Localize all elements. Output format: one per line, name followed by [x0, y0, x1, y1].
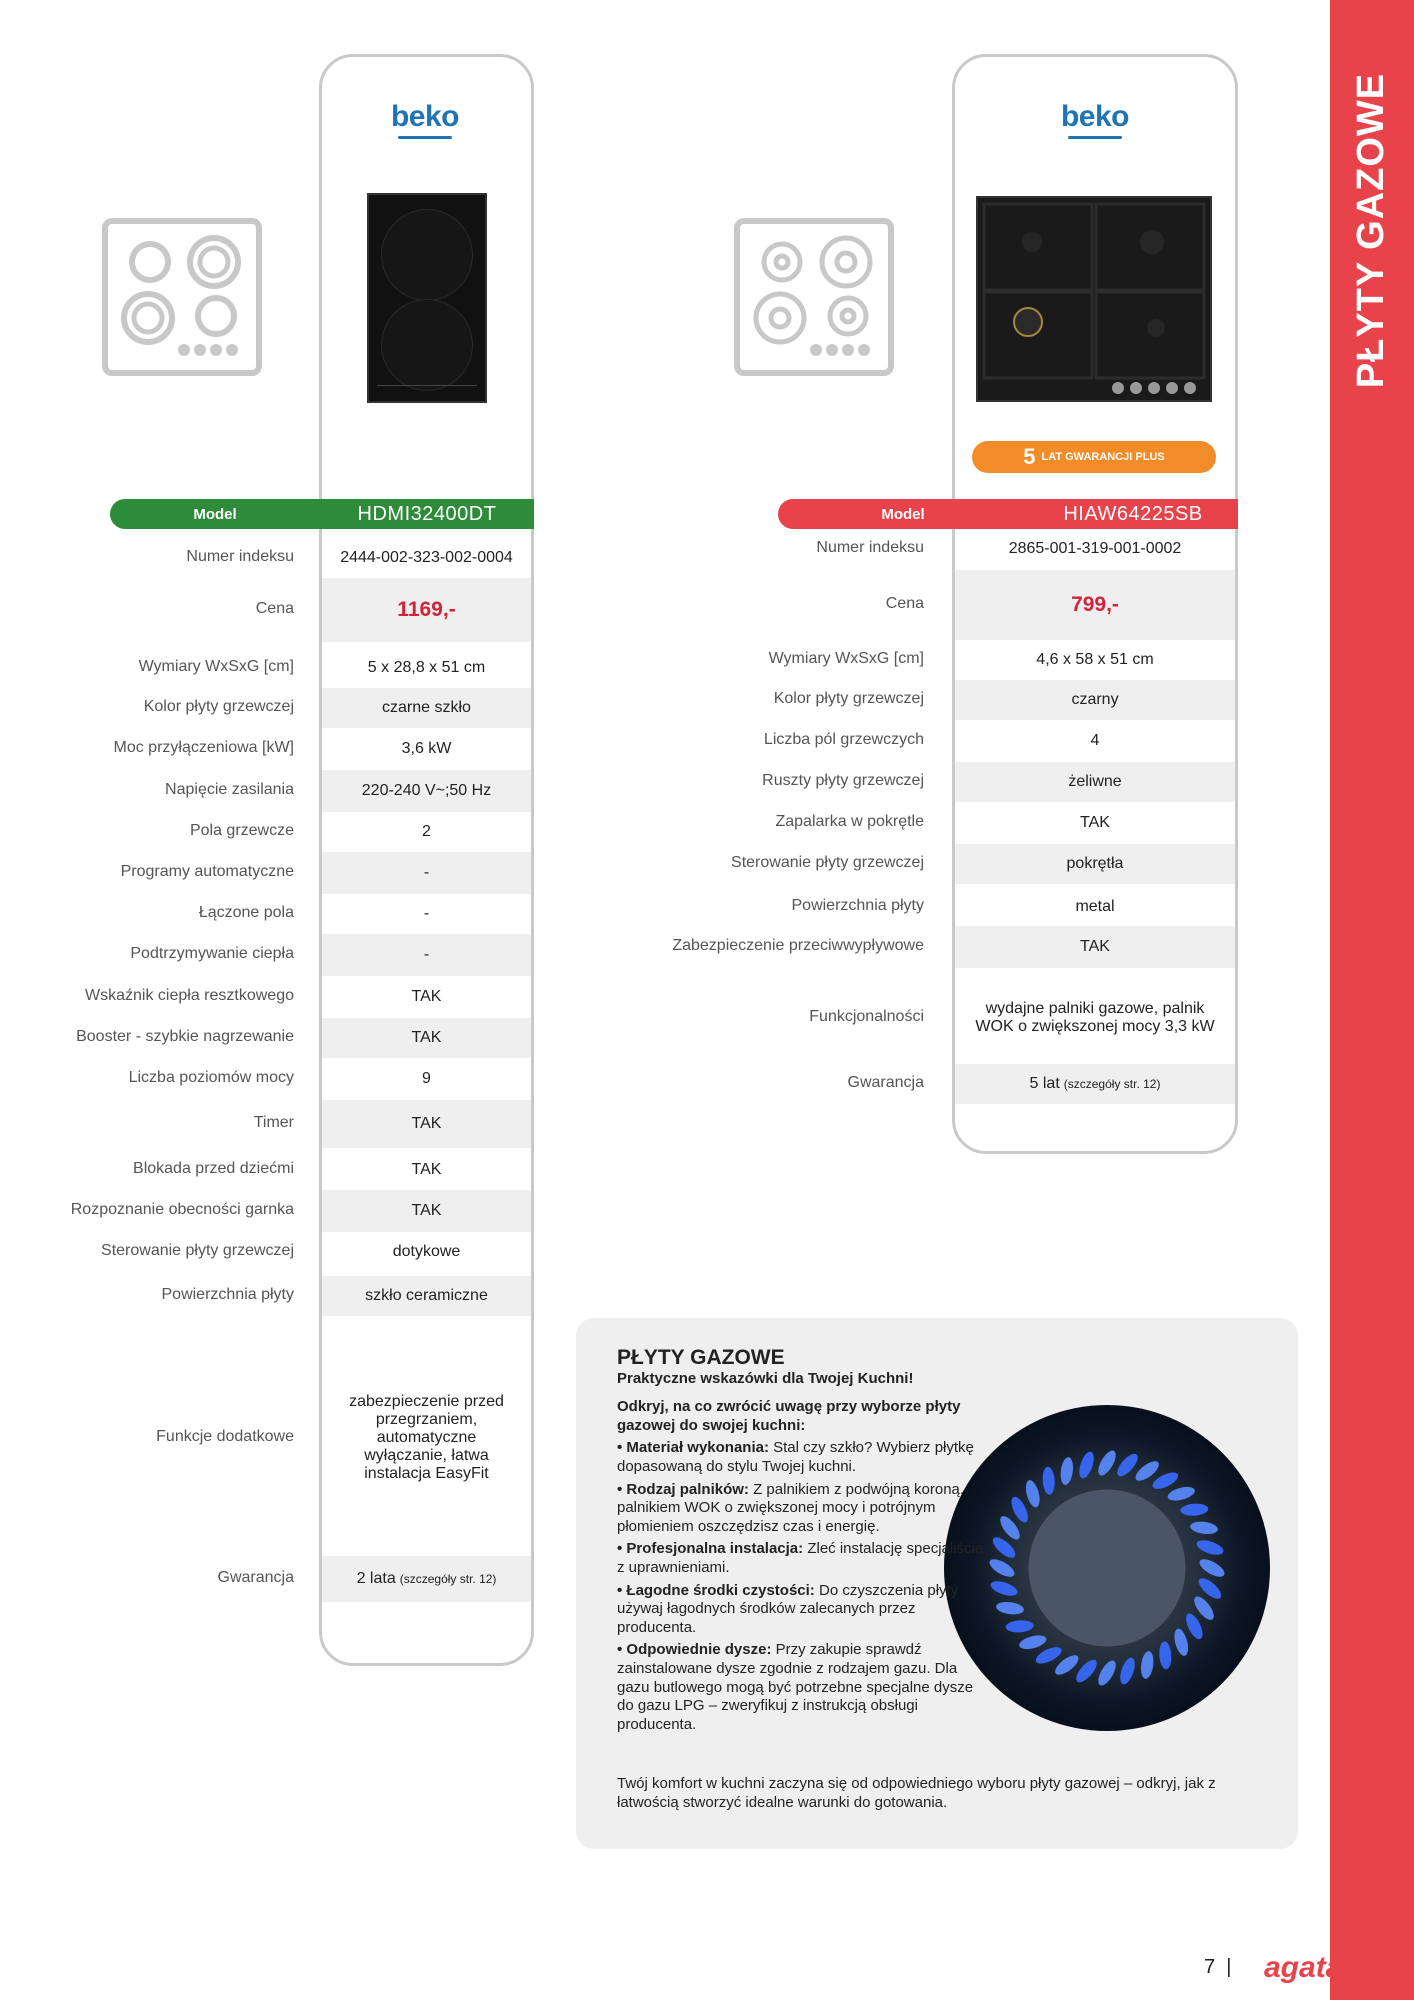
spec-label: Cena	[255, 600, 294, 617]
tips-text: PŁYTY GAZOWE Praktyczne wskazówki dla Twojej Kuchni! Odkryj, na co zwrócić uwagę przy wyborze płyty gazowej do swojej kuchni: • Materiał wykonania: Stal czy szkło? Wybierz płytkę dopasowaną do stylu Twojej kuchni. • Rodzaj palników: Z palnikiem z podwójną koroną, palnikiem WOK o zwiększonej mocy i potrójnym płomieniem oszczędzisz czas i energię. • Profesjonalna instalacja: Zleć instalację specjaliście z uprawnieniami. • Łagodne środki czystości: Do czyszczenia płyty używaj łagodnych środków zalecanych przez producenta. • Odpowiednie dysze: Przy zakupie sprawdź zainstalowane dysze zgodnie z rodzajem gazu. Dla gazu butlowego mogą być potrzebne specjalne dysze do gazu LPG – zweryfikuj z instrukcją obsługi producenta.	[617, 1349, 987, 1738]
spec-value: TAK	[411, 1161, 442, 1178]
spec-label: Booster - szybkie nagrzewanie	[76, 1028, 294, 1045]
spec-label: Powierzchnia płyty	[791, 897, 924, 914]
spec-label: Łączone pola	[198, 904, 294, 921]
spec-label: Powierzchnia płyty	[161, 1286, 294, 1303]
spec-value: TAK	[411, 988, 442, 1005]
spec-value: -	[322, 934, 531, 976]
spec-value: 220-240 V~;50 Hz	[322, 770, 531, 812]
spec-label: Blokada przed dziećmi	[133, 1160, 294, 1177]
section-title: PŁYTY GAZOWE	[1350, 72, 1393, 388]
spec-label: Liczba pól grzewczych	[763, 731, 924, 748]
spec-value: 2	[422, 823, 431, 840]
warranty-badge: 5 LAT GWARANCJI PLUS	[972, 441, 1216, 473]
spec-label: Funkcjonalności	[809, 1008, 924, 1025]
spec-value: 9	[422, 1070, 431, 1087]
spec-label: Wymiary WxSxG [cm]	[138, 658, 294, 675]
spec-value: 5 lat (szczegóły str. 12)	[955, 1064, 1235, 1104]
spec-label: Gwarancja	[217, 1569, 294, 1586]
tip-item: • Profesjonalna instalacja: Zleć instalację specjaliście z uprawnieniami.	[617, 1540, 984, 1576]
spec-value: -	[322, 852, 531, 894]
spec-value: 2 lata (szczegóły str. 12)	[322, 1556, 531, 1602]
spec-value: 2865-001-319-001-0002	[1008, 540, 1182, 557]
spec-label: Numer indeksu	[186, 548, 294, 565]
spec-label: Cena	[885, 595, 924, 612]
spec-label: Liczba poziomów mocy	[128, 1069, 294, 1086]
model-name-2: HIAW64225SB	[1063, 502, 1203, 525]
spec-value: TAK	[955, 926, 1235, 968]
model-pill-2: Model HIAW64225SB	[778, 499, 1238, 529]
spec-value: czarny	[955, 680, 1235, 720]
spec-label: Sterowanie płyty grzewczej	[101, 1242, 294, 1259]
brand-logo-2: beko	[1040, 100, 1150, 139]
spec-label: Numer indeksu	[816, 539, 924, 556]
spec-value: 3,6 kW	[401, 740, 452, 757]
spec-value: TAK	[1080, 814, 1110, 831]
gas-burner-image	[944, 1405, 1270, 1731]
spec-value: metal	[1075, 898, 1115, 915]
product-image-2	[976, 196, 1212, 402]
spec-value: 799,-	[955, 570, 1235, 640]
spec-label: Pola grzewcze	[189, 822, 294, 839]
spec-label: Moc przyłączeniowa [kW]	[113, 739, 294, 756]
product-image-1	[367, 193, 487, 403]
spec-label: Rozpoznanie obecności garnka	[70, 1201, 294, 1218]
tip-item: • Materiał wykonania: Stal czy szkło? Wybierz płytkę dopasowaną do stylu Twojej kuchni.	[617, 1439, 974, 1475]
spec-value: -	[423, 905, 430, 922]
spec-value: 1169,-	[322, 578, 531, 642]
spec-label: Kolor płyty grzewczej	[143, 698, 294, 715]
tip-item: • Odpowiednie dysze: Przy zakupie sprawdź zainstalowane dysze zgodnie z rodzajem gazu. Dla gazu butlowego mogą być potrzebne specjalne dysze do gazu LPG – zweryfikuj z instrukcją obsługi producenta.	[617, 1641, 974, 1733]
tips-footer: Twój komfort w kuchni zaczyna się od odpowiedniego wyboru płyty gazowej – odkryj, jak z łatwością stworzyć idealne warunki do gotowania.	[617, 1775, 1216, 1811]
page-number: 7 |	[1204, 1956, 1232, 1978]
model-name-1: HDMI32400DT	[357, 502, 497, 525]
spec-label: Wskaźnik ciepła resztkowego	[85, 987, 294, 1004]
spec-label: Podtrzymywanie ciepła	[130, 945, 294, 962]
spec-value: 2444-002-323-002-0004	[340, 549, 513, 566]
spec-label: Gwarancja	[847, 1074, 924, 1091]
spec-value: 4,6 x 58 x 51 cm	[1036, 651, 1154, 668]
spec-label: Napięcie zasilania	[165, 781, 294, 798]
spec-value: TAK	[322, 1190, 531, 1232]
spec-value: 4	[1090, 732, 1100, 749]
spec-label: Wymiary WxSxG [cm]	[768, 650, 924, 667]
spec-label: Timer	[253, 1114, 294, 1131]
spec-value: wydajne palniki gazowe, palnik WOK o zwiększonej mocy 3,3 kW	[975, 1000, 1215, 1035]
spec-value: żeliwne	[955, 762, 1235, 802]
spec-value: TAK	[322, 1100, 531, 1148]
spec-label: Programy automatyczne	[120, 863, 294, 880]
model-pill-1: Model HDMI32400DT	[110, 499, 534, 529]
spec-value: TAK	[322, 1018, 531, 1058]
spec-label: Funkcje dodatkowe	[156, 1427, 294, 1445]
brand-logo-1: beko	[370, 100, 480, 139]
spec-value: pokrętła	[955, 844, 1235, 884]
spec-value: dotykowe	[392, 1243, 461, 1260]
spec-label: Ruszty płyty grzewczej	[762, 772, 924, 789]
spec-value: szkło ceramiczne	[322, 1276, 531, 1316]
spec-label: Zapalarka w pokrętle	[775, 813, 924, 830]
spec-label: Kolor płyty grzewczej	[773, 690, 924, 707]
spec-label: Sterowanie płyty grzewczej	[731, 854, 924, 871]
spec-value: zabezpieczenie przed przegrzaniem, automatyczne wyłączanie, łatwa instalacja EasyFit	[349, 1392, 504, 1482]
spec-label: Zabezpieczenie przeciwwypływowe	[672, 937, 924, 954]
tip-item: • Rodzaj palników: Z palnikiem z podwójną koroną, palnikiem WOK o zwiększonej mocy i potrójnym płomieniem oszczędzisz czas i energię.	[617, 1480, 965, 1535]
gas-hob-pictogram-icon	[734, 218, 894, 376]
hob-pictogram-icon	[102, 218, 262, 376]
spec-value: 5 x 28,8 x 51 cm	[367, 659, 486, 676]
agata-logo: agata	[1264, 1951, 1343, 1984]
spec-value: czarne szkło	[322, 688, 531, 728]
tip-item: • Łagodne środki czystości: Do czyszczenia płyty używaj łagodnych środków zalecanych przez producenta.	[617, 1581, 959, 1636]
